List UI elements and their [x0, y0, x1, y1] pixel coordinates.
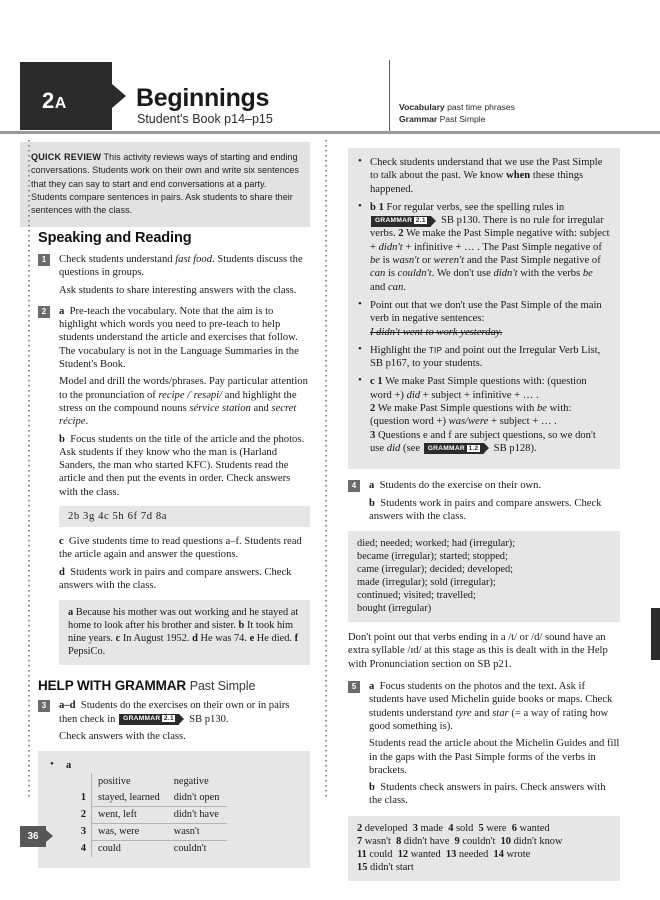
ex2-c-label: c — [59, 536, 64, 548]
vocabulary-grammar-rule — [389, 60, 390, 132]
answer-key-text: He died. — [256, 633, 295, 645]
bullet-text: + infinitive + … . The Past Simple negative of — [402, 241, 602, 253]
bullet-text: . — [403, 281, 406, 293]
answer-key-text: PepsiCo. — [68, 646, 106, 658]
answer-key-past-forms — [348, 531, 620, 622]
grammar-notes-list — [358, 156, 610, 455]
table-cell-negative: didn't open — [168, 790, 228, 807]
unit-code-label — [42, 88, 67, 114]
exercise-1-paragraph-2: Ask students to share interesting answers with the class. — [59, 284, 297, 296]
answer-key-number: 7 — [357, 835, 365, 847]
answer-key-number: 4 — [448, 822, 456, 834]
exercise-4b-paragraph — [369, 497, 620, 524]
answer-key-number: 12 — [397, 848, 411, 860]
bullet-text: + subject + … . — [488, 416, 557, 428]
exercise-2b-paragraph — [59, 433, 310, 499]
bullet-text: SB p130. There is no rule for irregular verbs. — [370, 215, 604, 240]
bullet-text: is — [385, 268, 398, 280]
grammar-notes-panel — [348, 148, 620, 469]
bullet-text: is — [380, 255, 393, 267]
help-with-grammar-heading — [38, 678, 310, 693]
answer-key-letter: e — [249, 633, 257, 645]
bullet-italic-text: was/were — [448, 416, 489, 428]
bullet-bold-text: 3 — [370, 429, 376, 441]
answer-key-word: wrote — [506, 848, 531, 860]
exercise-3 — [38, 699, 310, 743]
answer-key-text: It took him nine years. — [68, 620, 294, 645]
ex2-a-text: Pre-teach the vocabulary. Note that the aim is to highlight which words you need to pre-teach to help students understand the article and exercises that follow. The vocabulary is not in the Language Summaries in the Student's Book. — [59, 305, 299, 371]
bullet-italic-text: did — [406, 389, 421, 401]
grammar-badge-number: 2.1 — [415, 217, 426, 224]
answer-key-word: couldn't — [462, 835, 501, 847]
table-cell-positive: went, left — [92, 806, 168, 823]
ex5-a-i2: star — [492, 707, 509, 719]
table-cell-number: 4 — [66, 840, 92, 857]
table-cell-number: 3 — [66, 823, 92, 840]
bullet-bold-text: 2 — [398, 228, 404, 240]
vocabulary-line — [399, 101, 515, 113]
table-header-num — [66, 773, 92, 790]
exercise-1-paragraph-1 — [59, 253, 310, 280]
answer-key-number: 11 — [357, 848, 370, 860]
vocabulary-grammar-block — [399, 101, 515, 125]
bullet-italic-text: be — [536, 403, 547, 415]
answer-key-number: 10 — [500, 835, 514, 847]
exercise-2 — [38, 305, 310, 665]
grammar-table-head — [66, 773, 227, 790]
answer-key-text: In August 1952. — [122, 633, 193, 645]
edge-tab-marker — [651, 608, 660, 660]
answer-key-line — [357, 822, 611, 835]
bullet-c-questions — [358, 375, 610, 455]
ex3-text-2: SB p130. — [189, 713, 229, 725]
unit-code-arrow-icon — [112, 84, 126, 108]
bullet-text: Point out that we don't use the Past Simple of the main verb in negative sentences: — [370, 299, 602, 325]
table-cell-number: 1 — [66, 790, 92, 807]
answer-key-michelin-gaps — [348, 816, 620, 881]
bullet-bold-text: when — [506, 170, 531, 182]
bullet-text: We make Past Simple questions with — [375, 403, 537, 415]
bullet-bold-text: 2 — [370, 403, 376, 415]
answer-key-number: 14 — [493, 848, 507, 860]
exercise-3-paragraph-1 — [59, 699, 310, 726]
bullet-bold-text: 1 — [377, 376, 383, 388]
header-divider — [0, 131, 660, 134]
bullet-text: and — [370, 281, 388, 293]
exercise-1 — [38, 253, 310, 297]
exercise-number-3: 3 — [38, 700, 50, 712]
bullet-text: Check students understand that we use the Past Simple to talk about the past. We know — [370, 157, 603, 182]
answer-key-word: wanted — [410, 848, 446, 860]
ex2-a2-t1: Model and drill the words/phrases. Pay particular attention to the pronunciation of — [59, 376, 308, 401]
grammar-reference-badge[interactable] — [424, 443, 484, 454]
answer-key-line: came (irregular); decided; developed; — [357, 564, 514, 576]
exercise-5a-paragraph-1 — [369, 680, 620, 733]
ex1-italic: fast food — [175, 254, 213, 265]
answer-key-number: 13 — [445, 848, 459, 860]
answer-key-word: didn't have — [403, 835, 455, 847]
bullet-italic-text: didn't — [378, 241, 403, 253]
grammar-line — [399, 113, 515, 125]
grammar-table-label: a — [66, 760, 72, 772]
bullet-text: with the verbs — [517, 268, 583, 280]
exercise-5b-paragraph — [369, 781, 620, 808]
grammar-table-body — [66, 790, 227, 857]
page-number-arrow-icon — [46, 830, 53, 842]
bullet-past-simple-use — [358, 156, 610, 196]
answer-key-number: 5 — [478, 822, 487, 834]
ex4-a-text: Students do the exercise on their own. — [379, 480, 542, 492]
vocabulary-label: Vocabulary — [399, 102, 445, 112]
answer-key-number: 3 — [412, 822, 421, 834]
grammar-badge-number: 2.1 — [163, 715, 174, 723]
answer-key-word: developed — [364, 822, 413, 834]
bullet-text: with: (question word +) — [370, 403, 572, 428]
ex3-label: a–d — [59, 700, 76, 712]
grammar-reference-badge[interactable] — [371, 216, 431, 227]
exercise-4 — [348, 479, 620, 523]
ex1-text-b: . Students discuss the questions in groups. — [59, 254, 303, 279]
bullet-text: (see — [400, 442, 423, 454]
answer-key-line: made (irregular); sold (irregular); — [357, 577, 496, 589]
page-subtitle: Student's Book p14–p15 — [137, 112, 273, 126]
quick-review-label: QUICK REVIEW — [31, 152, 102, 162]
ex3-text-1: Students do the exercises on their own or in pairs then check in — [59, 700, 290, 725]
table-row — [66, 790, 227, 807]
bullet-italic-text: can — [387, 281, 404, 293]
bullet-italic-text: did — [386, 442, 401, 454]
bullet-text: these things happened. — [370, 170, 584, 195]
hwg-main: HELP WITH GRAMMAR — [38, 678, 187, 694]
table-row — [66, 840, 227, 857]
bullet-text: Highlight the — [370, 344, 429, 356]
ex2-a2-i3: secret récipe — [59, 402, 297, 428]
section-heading-speaking-reading: Speaking and Reading — [38, 230, 192, 246]
bullet-text: For regular verbs, see the spelling rules in — [383, 201, 565, 213]
answer-key-order — [59, 506, 310, 527]
table-header-positive: positive — [98, 775, 131, 787]
left-column — [38, 230, 310, 868]
answer-key-number: 8 — [396, 835, 404, 847]
ex4-b-text: Students work in pairs and compare answers. Check answers with the class. — [369, 497, 602, 522]
answer-key-line — [357, 861, 611, 874]
exercise-number-4: 4 — [348, 480, 360, 492]
answer-key-text: He was 74. — [200, 633, 250, 645]
table-cell-negative: didn't have — [168, 806, 228, 823]
exercise-2a-paragraph-2 — [59, 375, 310, 428]
answer-key-number: 2 — [357, 822, 365, 834]
answer-key-line — [357, 835, 611, 848]
unit-number: 2 — [42, 88, 55, 113]
ex2-d-label: d — [59, 566, 65, 578]
page-number: 36 — [20, 826, 46, 847]
exercise-2a-paragraph-1 — [59, 305, 310, 371]
ex2-a-label: a — [59, 305, 65, 317]
answer-key-letter: a — [68, 607, 76, 619]
bullet-italic-text: couldn't — [397, 268, 432, 280]
exercise-number-2: 2 — [38, 306, 50, 318]
grammar-value: Past Simple — [439, 114, 486, 124]
answer-key-word: made — [420, 822, 449, 834]
answer-key-word: sold — [456, 822, 479, 834]
grammar-label: Grammar — [399, 114, 438, 124]
quick-review-box — [20, 142, 310, 227]
ex2-a2-t3: and — [250, 402, 272, 414]
answer-key-word: could — [369, 848, 398, 860]
exercise-2c-paragraph — [59, 535, 310, 562]
vocabulary-value: past time phrases — [447, 102, 515, 112]
ex2-a2-t4: . — [85, 416, 89, 428]
bullet-tip-irregular-verb-list — [358, 344, 610, 371]
ex2-a2-i1: recipe /ˈresəpi/ — [158, 389, 223, 401]
answer-key-text: Because his mother was out working and he stayed at home to look after his brother and sister. — [68, 607, 299, 632]
unit-letter: A — [54, 95, 67, 112]
right-column — [348, 148, 620, 890]
ex5-b-text: Students check answers in pairs. Check answers with the class. — [369, 782, 606, 807]
answer-key-word: wasn't — [364, 835, 397, 847]
exercise-5a-paragraph-2: Students read the article about the Michelin Guides and fill in the gaps with the Past Simple forms of the verbs in brackets. — [369, 738, 620, 776]
ex2-b-text: Focus students on the title of the article and the photos. Ask students if they know who the man is (Harland Sanders, the man who started KFC). Students read the article and then put the events in order. Check answers with the class. — [59, 433, 305, 498]
table-cell-negative: couldn't — [173, 843, 207, 855]
ex5-b-label: b — [369, 782, 375, 794]
answer-key-word: wanted — [519, 822, 550, 834]
answer-key-number: 6 — [511, 822, 520, 834]
bullet-italic-text: wasn't — [392, 255, 420, 267]
ex5-a-t3: (= a way of rating how good something is). — [369, 707, 609, 732]
exercise-3-paragraph-2: Check answers with the class. — [59, 730, 186, 742]
bullet-text: and point out the Irregular Verb List, SB p167, to your students. — [370, 344, 601, 370]
ex5-a-i1: tyre — [455, 707, 472, 719]
exercise-5 — [348, 680, 620, 808]
ex4-a-label: a — [369, 480, 375, 492]
bullet-text: We make the Past Simple negative with: subject + — [370, 228, 610, 253]
bullet-italic-text: can — [370, 268, 386, 280]
incorrect-example-strikethrough: I didn't went to work yesterday. — [370, 326, 503, 338]
tip-label: TIP — [428, 345, 443, 355]
answer-key-number: 15 — [357, 861, 370, 873]
bullet-italic-text: weren't — [433, 255, 465, 267]
ex5-a-t2: and — [471, 707, 493, 719]
grammar-badge-word: GRAMMAR — [427, 444, 465, 452]
grammar-answer-table — [66, 773, 227, 857]
grammar-answer-table-box — [38, 751, 310, 868]
answer-key-letter: f — [294, 633, 299, 645]
bullet-bold-text: b — [370, 201, 376, 213]
answer-key-line: died; needed; worked; had (irregular); — [357, 538, 516, 550]
bullet-text: . We don't use — [431, 268, 494, 280]
pronunciation-note: Don't point out that verbs ending in a /t/ or /d/ sound have an extra syllable /ɪd/ at this stage as this is dealt with in the Help with Pronunciation section on SB p21. — [348, 632, 608, 670]
bullet-text: SB p128). — [491, 442, 537, 454]
answer-key-letter: c — [115, 633, 123, 645]
ex2-a2-t2: and highlight the stress on the compound nouns — [59, 389, 297, 414]
table-row — [66, 806, 227, 823]
left-margin-dotted-rule — [28, 140, 30, 800]
quick-review-text: This activity reviews ways of starting and ending conversations. Students work on their own and write six sentences that they can say to start and end conversations at a party. Students compare sentences in pairs. Ask students to share their sentences with the class. — [31, 152, 299, 216]
grammar-badge-word: GRAMMAR — [375, 217, 413, 224]
answer-key-questions — [59, 600, 310, 665]
grammar-badge-number: 1.2 — [468, 444, 479, 452]
answer-order-text: 2b 3g 4c 5h 6f 7d 8a — [68, 511, 168, 523]
bullet-b-spelling-rules — [358, 201, 610, 294]
table-cell-positive: could — [98, 843, 121, 855]
exercise-number-1: 1 — [38, 254, 50, 266]
table-cell-number: 2 — [66, 806, 92, 823]
ex4-b-label: b — [369, 497, 375, 509]
answer-key-line: became (irregular); started; stopped; — [357, 551, 508, 563]
ex5-a-label: a — [369, 681, 375, 693]
bullet-text: + subject + infinitive + … . — [420, 389, 539, 401]
bullet-text: We make Past Simple questions with: (question word +) — [370, 376, 587, 401]
bullet-italic-text: be — [370, 255, 380, 267]
column-dotted-rule — [325, 140, 327, 800]
answer-key-word: were — [486, 822, 512, 834]
hwg-sub: Past Simple — [189, 679, 256, 694]
answer-key-line: bought (irregular) — [357, 603, 432, 615]
bullet-text: and the Past Simple negative of — [464, 255, 601, 267]
exercise-number-5: 5 — [348, 681, 360, 693]
table-cell-negative: wasn't — [168, 823, 228, 840]
grammar-table-bullet — [50, 760, 298, 771]
table-row — [66, 823, 227, 840]
bullet-italic-text: didn't — [493, 268, 518, 280]
exercise-4a-paragraph — [369, 479, 620, 492]
exercise-2d-paragraph — [59, 566, 310, 593]
ex1-text-a: Check students understand — [59, 254, 176, 265]
grammar-badge-word: GRAMMAR — [123, 715, 161, 723]
table-cell-positive: stayed, learned — [92, 790, 168, 807]
page-title: Beginnings — [136, 84, 270, 112]
bullet-negative-sentences — [358, 299, 610, 339]
ex2-c-text: Give students time to read questions a–f. Students read the article again and answer the questions. — [59, 536, 302, 561]
bullet-bold-text: 1 — [378, 201, 384, 213]
table-cell-positive: was, were — [92, 823, 168, 840]
bullet-text: Questions e and f are subject questions, so we don't use — [370, 429, 596, 454]
answer-key-line: continued; visited; travelled; — [357, 590, 476, 602]
grammar-reference-badge[interactable] — [119, 714, 179, 725]
bullet-text: or — [419, 255, 434, 267]
answer-key-letter: d — [192, 633, 201, 645]
bullet-bold-text: c — [370, 376, 375, 388]
table-header-row — [66, 773, 227, 790]
ex2-b-label: b — [59, 433, 65, 445]
answer-key-number: 9 — [454, 835, 463, 847]
answer-key-word: didn't start — [370, 861, 414, 873]
ex5-a-t1: Focus students on the photos and the text. Ask if students have used Michelin guide books or maps. Check students understand — [369, 681, 613, 719]
table-header-negative: negative — [173, 775, 209, 787]
answer-key-letter: b — [238, 620, 247, 632]
answer-key-line — [357, 848, 611, 861]
ex2-d-text: Students work in pairs and compare answers. Check answers with the class. — [59, 566, 292, 591]
bullet-italic-text: be — [582, 268, 593, 280]
answer-key-word: needed — [458, 848, 494, 860]
ex2-a2-i2: sérvice station — [189, 402, 251, 414]
answer-key-word: didn't know — [513, 835, 563, 847]
